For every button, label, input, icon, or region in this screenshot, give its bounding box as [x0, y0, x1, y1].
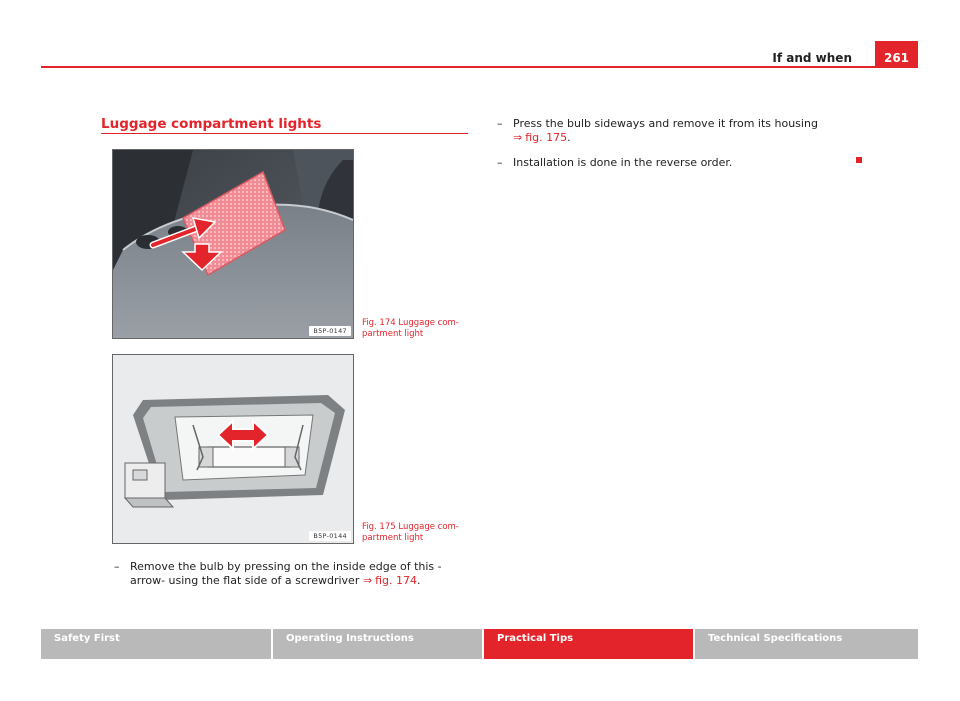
figure-caption-text: Fig. 175 Luggage com- partment light: [362, 522, 459, 543]
step-text: Installation is done in the reverse order.: [513, 156, 733, 169]
figure-reference-link[interactable]: fig. 175: [525, 131, 568, 144]
step-dash: –: [114, 560, 120, 573]
instruction-step-1: [114, 560, 466, 588]
step-text: Remove the bulb by pressing on the inside edge of this -arrow- using the flat side of a screwdriver: [130, 560, 442, 587]
tab-technical-specifications[interactable]: Technical Specifications: [695, 629, 918, 659]
step-text: Press the bulb sideways and remove it from its housing: [513, 117, 818, 130]
tab-practical-tips[interactable]: Practical Tips: [484, 629, 693, 659]
instruction-step-2: [497, 117, 837, 145]
tab-safety-first[interactable]: Safety First: [41, 629, 271, 659]
figure-code: B5P-0147: [309, 326, 351, 336]
figure-code: B5P-0144: [309, 531, 351, 541]
figure-175-caption: [362, 522, 468, 544]
figure-174-image: [112, 149, 354, 339]
step-dash: –: [497, 156, 503, 169]
figure-175-image: [112, 354, 354, 544]
step-tail: .: [416, 574, 421, 587]
section-rule: [101, 133, 468, 134]
figure-174-caption: [362, 318, 468, 340]
figure-reference-arrow: ⇒: [362, 574, 373, 587]
step-tail: .: [567, 131, 571, 144]
instruction-step-3: [497, 156, 837, 170]
page-number: 261: [875, 41, 918, 67]
step-dash: –: [497, 117, 503, 130]
tab-operating-instructions[interactable]: Operating Instructions: [273, 629, 482, 659]
section-title: Luggage compartment lights: [101, 116, 322, 132]
header-rule: [41, 66, 918, 68]
figure-reference-arrow: ⇒: [513, 131, 523, 144]
figure-reference-link[interactable]: fig. 174: [375, 574, 417, 587]
figure-caption-text: Fig. 174 Luggage com- partment light: [362, 318, 459, 339]
footer-chapter-nav: [41, 629, 918, 659]
running-header: If and when: [772, 51, 852, 65]
end-of-section-marker: [856, 157, 862, 163]
